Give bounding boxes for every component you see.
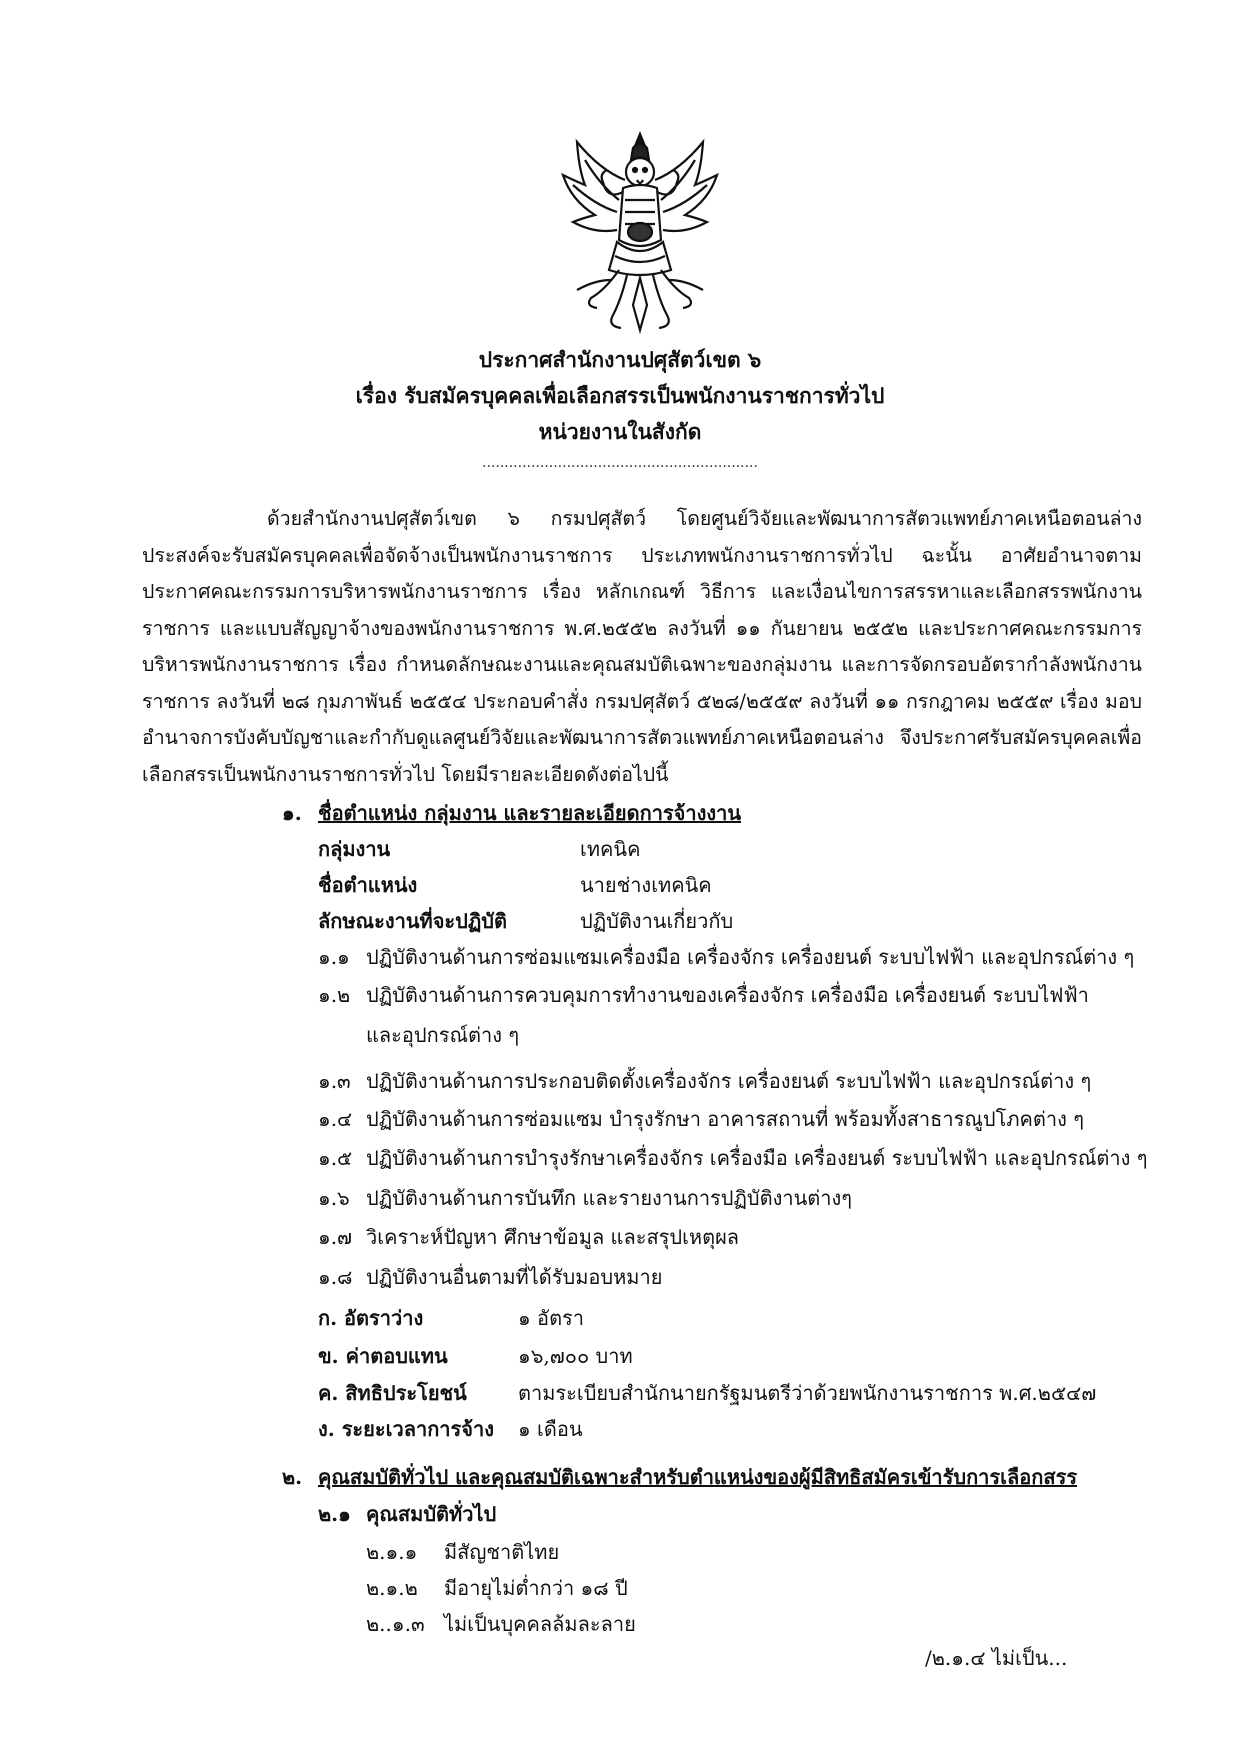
garuda-emblem-icon [555,130,725,335]
position-label: ชื่อตำแหน่ง [318,873,418,897]
section-1-number: ๑. [282,801,302,825]
duty-text: ปฏิบัติงานอื่นตามที่ได้รับมอบหมาย [366,1265,663,1289]
duty-text: ปฏิบัติงานด้านการบันทึก และรายงานการปฏิบัติงานต่างๆ [366,1186,852,1210]
duty-number: ๑.๗ [318,1225,353,1249]
duty-number: ๑.๖ [318,1186,350,1210]
term-value: ตามระเบียบสำนักนายกรัฐมนตรีว่าด้วยพนักงานราชการ พ.ศ.๒๕๔๗ [518,1381,1097,1405]
qualification-text: ไม่เป็นบุคคลล้มละลาย [444,1612,636,1636]
intro-text: ด้วยสำนักงานปศุสัตว์เขต ๖ กรมปศุสัตว์ โดยศูนย์วิจัยและพัฒนาการสัตวแพทย์ภาคเหนือตอนล่าง ประสงค์จะรับสมัครบุคคลเพื่อจัดจ้างเป็นพนักงานราชการ ประเภทพนักงานราชการทั่วไป ฉะนั้น อาศัยอำนาจตามประกาศคณะกรรมการบริหารพนักงานราชการ เรื่อง หลักเกณฑ์ วิธีการ และเงื่อนไขการสรรหาและเลือกสรรพนักงานราชการ และแบบสัญญาจ้างของพนักงานราชการ พ.ศ.๒๕๕๒ ลงวันที่ ๑๑ กันยายน ๒๕๕๒ และประกาศคณะกรรมการบริหารพนักงานราชการ เรื่อง กำหนดลักษณะงานและคุณสมบัติเฉพาะของกลุ่มงาน และการจัดกรอบอัตรากำลังพนักงานราชการ ลงวันที่ ๒๘ กุมภาพันธ์ ๒๕๕๔ ประกอบคำสั่ง กรมปศุสัตว์ ๕๒๘/๒๕๕๙ ลงวันที่ ๑๑ กรกฎาคม ๒๕๕๙ เรื่อง มอบอำนาจการบังคับบัญชาและกำกับดูแลศูนย์วิจัยและพัฒนาการสัตวแพทย์ภาคเหนือตอนล่าง จึงประกาศรับสมัครบุคคลเพื่อเลือกสรรเป็นพนักงานราชการทั่วไป โดยมีรายละเอียดดังต่อไปนี้ [142,507,1142,786]
duty-text: ปฏิบัติงานด้านการซ่อมแซม บำรุงรักษา อาคารสถานที่ พร้อมทั้งสาธารณูปโภคต่าง ๆ [366,1107,1084,1131]
group-value: เทคนิค [580,837,641,861]
term-label: ก. อัตราว่าง [318,1306,424,1330]
duty-text: วิเคราะห์ปัญหา ศึกษาข้อมูล และสรุปเหตุผล [366,1225,740,1249]
duty-text: ปฏิบัติงานด้านการซ่อมแซมเครื่องมือ เครื่องจักร เครื่องยนต์ ระบบไฟฟ้า และอุปกรณ์ต่าง ๆ [366,945,1135,969]
intro-paragraph [142,501,1142,793]
title-separator: .............................................................. [482,455,758,471]
group-label: กลุ่มงาน [318,837,391,861]
duty-text: ปฏิบัติงานด้านการประกอบติดตั้งเครื่องจักร เครื่องยนต์ ระบบไฟฟ้า และอุปกรณ์ต่าง ๆ [366,1069,1092,1093]
term-label: ง. ระยะเวลาการจ้าง [318,1417,494,1441]
term-label: ข. ค่าตอบแทน [318,1344,448,1368]
qualification-text: มีสัญชาติไทย [444,1540,560,1564]
duty-number: ๑.๕ [318,1146,353,1170]
duty-text-continued: และอุปกรณ์ต่าง ๆ [366,1023,520,1047]
term-value: ๑๖,๗๐๐ บาท [518,1344,633,1368]
term-value: ๑ เดือน [518,1417,583,1441]
duty-text: ปฏิบัติงานด้านการบำรุงรักษาเครื่องจักร เครื่องมือ เครื่องยนต์ ระบบไฟฟ้า และอุปกรณ์ต่าง ๆ [366,1146,1148,1170]
qualification-number: ๒..๑.๓ [366,1612,425,1636]
subsection-title: คุณสมบัติทั่วไป [366,1502,497,1526]
term-label: ค. สิทธิประโยชน์ [318,1381,467,1405]
duty-text: ปฏิบัติงานด้านการควบคุมการทำงานของเครื่องจักร เครื่องมือ เครื่องยนต์ ระบบไฟฟ้า [366,983,1089,1007]
term-value: ๑ อัตรา [518,1306,585,1330]
duty-number: ๑.๒ [318,983,351,1007]
duty-number: ๑.๔ [318,1107,353,1131]
announcement-subject: เรื่อง รับสมัครบุคคลเพื่อเลือกสรรเป็นพนักงานราชการทั่วไป [355,383,885,408]
nature-value: ปฏิบัติงานเกี่ยวกับ [580,909,734,933]
section-2-number: ๒. [282,1465,303,1489]
qualification-text: มีอายุไม่ต่ำกว่า ๑๘ ปี [444,1576,628,1600]
announcement-unit: หน่วยงานในสังกัด [538,419,702,444]
qualification-number: ๒.๑.๑ [366,1540,418,1564]
nature-label: ลักษณะงานที่จะปฏิบัติ [318,909,507,933]
duty-number: ๑.๑ [318,945,350,969]
announcement-title: ประกาศสำนักงานปศุสัตว์เขต ๖ [478,347,762,372]
section-1-title: ชื่อตำแหน่ง กลุ่มงาน และรายละเอียดการจ้างงาน [318,801,742,825]
subsection-number: ๒.๑ [318,1502,351,1526]
duty-number: ๑.๓ [318,1069,351,1093]
position-value: นายช่างเทคนิค [580,873,712,897]
duty-number: ๑.๘ [318,1265,353,1289]
page-continuation: /๒.๑.๔ ไม่เป็น... [925,1646,1068,1670]
section-2-title: คุณสมบัติทั่วไป และคุณสมบัติเฉพาะสำหรับตำแหน่งของผู้มีสิทธิสมัครเข้ารับการเลือกสรร [318,1465,1078,1489]
qualification-number: ๒.๑.๒ [366,1576,418,1600]
